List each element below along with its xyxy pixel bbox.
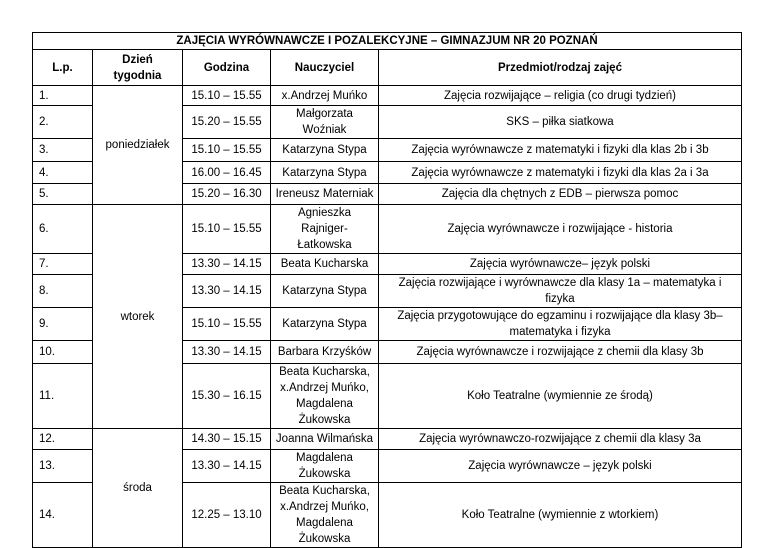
- teacher-cell: [271, 139, 379, 162]
- subject-cell-line: Zajęcia wyrównawczo-rozwijające z chemii dla klasy 3a: [419, 433, 701, 445]
- subject-cell-line: Zajęcia wyrównawcze z matematyki i fizyki dla klas 2a i 3a: [411, 166, 709, 179]
- teacher-cell-line: Magdalena Żukowska: [296, 398, 353, 426]
- teacher-cell-line: Katarzyna Stypa: [282, 144, 367, 156]
- teacher-cell: [271, 429, 379, 450]
- row-number: 14.: [33, 483, 93, 548]
- teacher-cell-line: Joanna Wilmańska: [275, 433, 374, 445]
- subject-cell-line: Zajęcia wyrównawcze – język polski: [468, 460, 652, 472]
- time-cell: 15.10 – 15.55: [183, 86, 271, 106]
- table-row: [33, 86, 742, 106]
- row-number: 3.: [33, 139, 93, 162]
- teacher-cell-line: x.Andrzej Muńko,: [280, 501, 369, 513]
- subject-cell-line: Zajęcia rozwijające i wyrównawcze dla klasy 1a – matematyka i: [398, 277, 722, 289]
- row-number: 9.: [33, 308, 93, 341]
- teacher-cell-line: Magdalena Żukowska: [296, 517, 353, 545]
- subject-cell-line: Zajęcia przygotowujące do egzaminu i rozwijające dla klasy 3b–: [397, 310, 723, 322]
- teacher-cell: [271, 86, 379, 106]
- subject-cell: [379, 275, 742, 308]
- subject-cell-line: Koło Teatralne (wymiennie ze środą): [467, 390, 653, 402]
- subject-cell: [379, 483, 742, 548]
- time-cell: 13.30 – 14.15: [183, 450, 271, 483]
- subject-cell-line: Zajęcia wyrównawcze– język polski: [469, 258, 651, 270]
- teacher-cell-line: Barbara Krzyśków: [277, 346, 372, 358]
- day-cell: wtorek: [93, 205, 183, 429]
- teacher-cell-line: Łatkowska: [297, 239, 352, 251]
- subject-cell: [379, 184, 742, 205]
- time-cell: 13.30 – 14.15: [183, 254, 271, 275]
- table-row: [33, 429, 742, 450]
- header-time: Godzina: [183, 50, 271, 86]
- header-day: [93, 50, 183, 86]
- subject-cell: [379, 106, 742, 139]
- table-row: [33, 205, 742, 254]
- subject-cell: [379, 254, 742, 275]
- teacher-cell: [271, 162, 379, 184]
- teacher-cell-line: Beata Kucharska,: [279, 366, 370, 378]
- row-number: 12.: [33, 429, 93, 450]
- row-number: 8.: [33, 275, 93, 308]
- header-row: [33, 50, 742, 86]
- document-title: ZAJĘCIA WYRÓWNAWCZE I POZALEKCYJNE – GIMNAZJUM NR 20 POZNAŃ: [33, 33, 742, 50]
- subject-cell: [379, 308, 742, 341]
- teacher-cell-line: Małgorzata Woźniak: [296, 108, 353, 136]
- time-cell: 15.10 – 15.55: [183, 308, 271, 341]
- subject-cell: [379, 205, 742, 254]
- subject-cell: [379, 364, 742, 429]
- subject-cell-line: matematyka i fizyka: [509, 326, 611, 338]
- time-cell: 12.25 – 13.10: [183, 483, 271, 548]
- subject-cell-line: Koło Teatralne (wymiennie z wtorkiem): [461, 509, 659, 521]
- teacher-cell: [271, 184, 379, 205]
- header-lp: L.p.: [33, 50, 93, 86]
- subject-cell-line: Zajęcia rozwijające – religia (co drugi tydzień): [443, 89, 677, 102]
- subject-cell: [379, 139, 742, 162]
- teacher-cell-line: x.Andrzej Muńko,: [280, 382, 369, 394]
- row-number: 13.: [33, 450, 93, 483]
- time-cell: 15.20 – 16.30: [183, 184, 271, 205]
- subject-cell-line: Zajęcia wyrównawcze i rozwijające - historia: [447, 223, 673, 235]
- subject-cell: [379, 162, 742, 184]
- header-teacher: Nauczyciel: [271, 50, 379, 86]
- teacher-cell: [271, 275, 379, 308]
- row-number: 5.: [33, 184, 93, 205]
- teacher-cell: [271, 205, 379, 254]
- row-number: 10.: [33, 341, 93, 364]
- teacher-cell: [271, 364, 379, 429]
- teacher-cell: [271, 483, 379, 548]
- row-number: 1.: [33, 86, 93, 106]
- time-cell: 14.30 – 15.15: [183, 429, 271, 450]
- day-cell: środa: [93, 429, 183, 548]
- row-number: 4.: [33, 162, 93, 184]
- subject-cell: [379, 86, 742, 106]
- teacher-cell: [271, 341, 379, 364]
- teacher-cell: [271, 254, 379, 275]
- subject-cell: [379, 341, 742, 364]
- teacher-cell-line: Katarzyna Stypa: [282, 166, 367, 179]
- time-cell: 15.30 – 16.15: [183, 364, 271, 429]
- time-cell: 16.00 – 16.45: [183, 162, 271, 184]
- teacher-cell-line: x.Andrzej Muńko: [281, 89, 368, 102]
- time-cell: 13.30 – 14.15: [183, 275, 271, 308]
- row-number: 7.: [33, 254, 93, 275]
- teacher-cell-line: Magdalena Żukowska: [296, 452, 353, 480]
- row-number: 2.: [33, 106, 93, 139]
- subject-cell: [379, 429, 742, 450]
- subject-cell: [379, 450, 742, 483]
- teacher-cell: [271, 308, 379, 341]
- document-sheet: [32, 32, 741, 548]
- teacher-cell: [271, 106, 379, 139]
- row-number: 6.: [33, 205, 93, 254]
- subject-cell-line: fizyka: [545, 293, 575, 305]
- teacher-cell-line: Agnieszka Rajniger-: [297, 207, 352, 235]
- day-cell: poniedziałek: [93, 86, 183, 205]
- teacher-cell-line: Beata Kucharska: [280, 258, 369, 270]
- subject-cell-line: Zajęcia dla chętnych z EDB – pierwsza pomoc: [441, 188, 679, 200]
- subject-cell-line: Zajęcia wyrównawcze z matematyki i fizyki dla klas 2b i 3b: [411, 144, 709, 156]
- teacher-cell-line: Beata Kucharska,: [279, 485, 370, 497]
- header-day-line1: Dzień: [122, 53, 153, 66]
- schedule-table: [32, 32, 742, 548]
- time-cell: 13.30 – 14.15: [183, 341, 271, 364]
- row-number: 11.: [33, 364, 93, 429]
- time-cell: 15.10 – 15.55: [183, 205, 271, 254]
- subject-cell-line: Zajęcia wyrównawcze i rozwijające z chemii dla klasy 3b: [416, 346, 704, 358]
- teacher-cell-line: Katarzyna Stypa: [282, 285, 367, 297]
- header-day-line2: tygodnia: [113, 69, 162, 82]
- teacher-cell-line: Ireneusz Materniak: [275, 188, 374, 200]
- time-cell: 15.10 – 15.55: [183, 139, 271, 162]
- teacher-cell-line: Katarzyna Stypa: [282, 318, 367, 330]
- header-subject: Przedmiot/rodzaj zajęć: [379, 50, 742, 86]
- teacher-cell: [271, 450, 379, 483]
- subject-cell-line: SKS – piłka siatkowa: [506, 116, 614, 128]
- time-cell: 15.20 – 15.55: [183, 106, 271, 139]
